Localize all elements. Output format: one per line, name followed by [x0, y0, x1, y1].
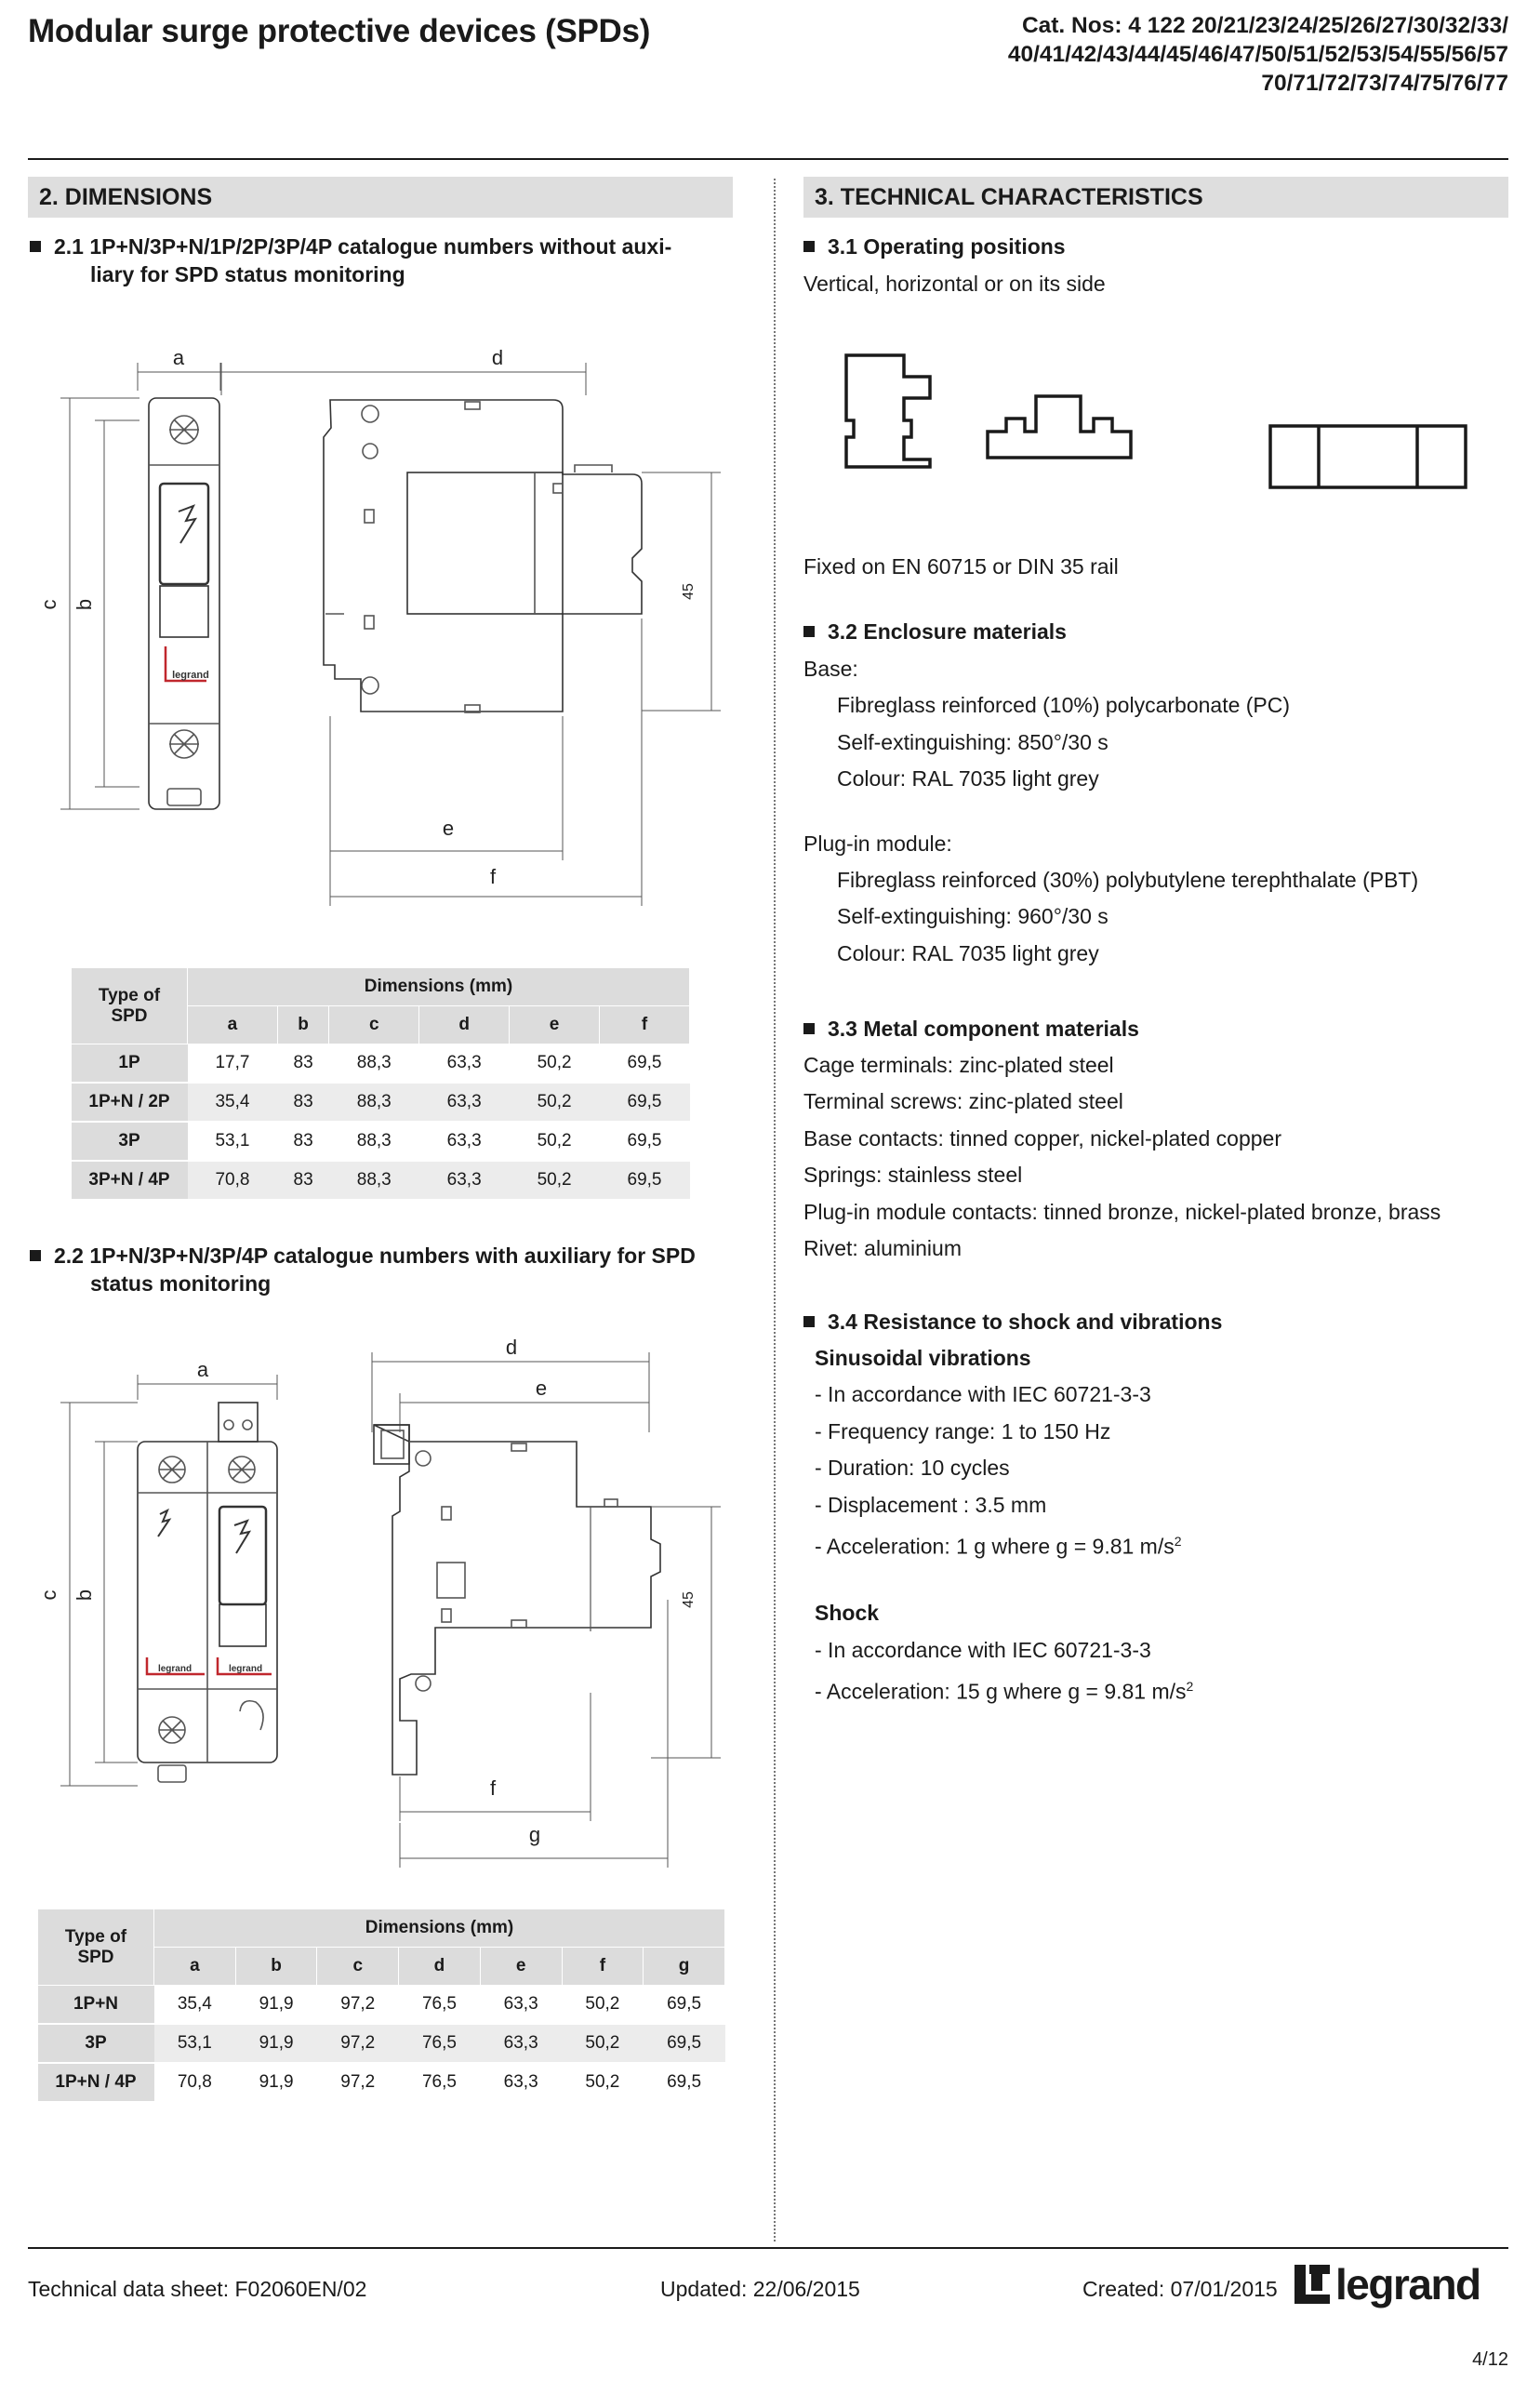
dim2-label-b: b — [73, 1589, 96, 1602]
cell-e: 63,3 — [480, 2063, 562, 2102]
cell-f: 69,5 — [600, 1083, 690, 1122]
cell-g: 69,5 — [644, 2024, 725, 2063]
cell-b: 83 — [277, 1161, 328, 1200]
legrand-logo-text: legrand — [1335, 2260, 1480, 2308]
footer-created: Created: 07/01/2015 — [1082, 2277, 1278, 2301]
cell-c: 88,3 — [329, 1044, 419, 1084]
dim-label-c: c — [37, 599, 60, 610]
cell-a: 53,1 — [154, 2024, 236, 2063]
table2-col-g: g — [644, 1948, 725, 1986]
list-item: - In accordance with IEC 60721-3-3 — [815, 1382, 1151, 1407]
bullet-square — [803, 1316, 815, 1327]
page-title: Modular surge protective devices (SPDs) — [28, 13, 651, 49]
subsection-2-2 — [30, 1242, 696, 1297]
table-row — [38, 2024, 725, 2063]
row-type: 1P+N / 4P — [38, 2063, 154, 2102]
base-item-3: Colour: RAL 7035 light grey — [837, 766, 1099, 791]
list-item: - Displacement : 3.5 mm — [815, 1492, 1047, 1517]
cell-d: 76,5 — [399, 2024, 481, 2063]
bullet-square — [30, 1250, 41, 1261]
table-row — [72, 1044, 690, 1084]
table1-col-b: b — [277, 1006, 328, 1044]
sub2-line-2: status monitoring — [90, 1271, 272, 1296]
cell-d: 63,3 — [419, 1122, 510, 1161]
table1-col-a: a — [188, 1006, 278, 1044]
table1-col-e: e — [510, 1006, 600, 1044]
cell-b: 91,9 — [235, 2024, 317, 2063]
section-technical-characteristics: 3. TECHNICAL CHARACTERISTICS — [803, 177, 1508, 218]
shock-item: - In accordance with IEC 60721-3-3 — [815, 1637, 1151, 1662]
dim2-label-c: c — [37, 1590, 60, 1601]
cat-line-2: 40/41/42/43/44/45/46/47/50/51/52/53/54/55/56/57 — [1007, 42, 1508, 67]
plug-item-1: Fibreglass reinforced (30%) polybutylene terephthalate (PBT) — [837, 868, 1419, 893]
footer-rule — [28, 2247, 1508, 2249]
table2-col-e: e — [480, 1948, 562, 1986]
list-item: Rivet: aluminium — [803, 1236, 962, 1261]
subsection-3-2: 3.2 Enclosure materials — [803, 618, 1067, 645]
cell-d: 63,3 — [419, 1161, 510, 1200]
sub1-line-2: liary for SPD status monitoring — [90, 262, 405, 286]
front2-brand-mark-2: legrand — [228, 1664, 263, 1674]
cell-g: 69,5 — [644, 1986, 725, 2025]
sinusoidal-acceleration: - Acceleration: 1 g where g = 9.81 $m/s^2$ — [815, 1534, 1182, 1559]
table-row — [72, 1161, 690, 1200]
dim-label-f: f — [489, 865, 497, 888]
position-horizontal-shape — [988, 396, 1131, 458]
cell-b: 83 — [277, 1122, 328, 1161]
cell-a: 35,4 — [154, 1986, 236, 2025]
bullet-square — [803, 241, 815, 252]
cell-c: 88,3 — [329, 1122, 419, 1161]
cell-g: 69,5 — [644, 2063, 725, 2102]
dim2-label-45: 45 — [681, 1591, 697, 1608]
dim-label-a: a — [172, 346, 185, 369]
table2-col-b: b — [235, 1948, 317, 1986]
cell-c: 97,2 — [317, 2063, 399, 2102]
row-type: 1P+N — [38, 1986, 154, 2025]
dims-header-2: Dimensions (mm) — [154, 1909, 725, 1948]
dimensions-table-1 — [71, 967, 690, 1201]
cat-line-3: 70/71/72/73/74/75/76/77 — [1261, 71, 1508, 96]
cell-f: 69,5 — [600, 1044, 690, 1084]
cell-f: 50,2 — [562, 1986, 644, 2025]
cat-line-1: Cat. Nos: 4 122 20/21/23/24/25/26/27/30/32/33/ — [1021, 13, 1508, 38]
operating-positions-figure — [800, 344, 1469, 512]
table2-col-f: f — [562, 1948, 644, 1986]
cell-e: 50,2 — [510, 1044, 600, 1084]
rail-text: Fixed on EN 60715 or DIN 35 rail — [803, 554, 1119, 579]
footer-updated: Updated: 22/06/2015 — [660, 2277, 860, 2301]
list-item: Base contacts: tinned copper, nickel-plated copper — [803, 1125, 1281, 1151]
cell-b: 91,9 — [235, 1986, 317, 2025]
metal-materials-list — [803, 1047, 1440, 1267]
cell-e: 63,3 — [480, 1986, 562, 2025]
cell-a: 17,7 — [188, 1044, 278, 1084]
table2-col-a: a — [154, 1948, 236, 1986]
sub2-line-1: 2.2 1P+N/3P+N/3P/4P catalogue numbers with auxiliary for SPD — [54, 1244, 696, 1268]
table-row — [38, 1986, 725, 2025]
bullet-square — [30, 241, 41, 252]
plug-item-3: Colour: RAL 7035 light grey — [837, 940, 1099, 965]
dim2-label-g: g — [528, 1823, 541, 1846]
table-row — [72, 1083, 690, 1122]
column-separator — [774, 179, 776, 2241]
cell-e: 50,2 — [510, 1083, 600, 1122]
cell-a: 53,1 — [188, 1122, 278, 1161]
sinusoidal-list — [815, 1377, 1193, 1523]
bullet-square — [803, 626, 815, 637]
sinusoidal-heading: Sinusoidal vibrations — [815, 1346, 1031, 1370]
table-row — [38, 2063, 725, 2102]
plug-in-label: Plug-in module: — [803, 831, 952, 856]
cell-c: 97,2 — [317, 1986, 399, 2025]
subsection-3-1: 3.1 Operating positions — [803, 233, 1066, 260]
dimensions-table-2 — [37, 1909, 725, 2103]
list-item: Cage terminals: zinc-plated steel — [803, 1053, 1114, 1077]
catalogue-numbers — [839, 11, 1508, 98]
dim-label-b: b — [73, 598, 96, 611]
row-type: 3P+N / 4P — [72, 1161, 188, 1200]
cell-b: 83 — [277, 1044, 328, 1084]
base-item-2: Self-extinguishing: 850°/30 s — [837, 729, 1109, 754]
cell-b: 91,9 — [235, 2063, 317, 2102]
cell-c: 88,3 — [329, 1161, 419, 1200]
table1-col-d: d — [419, 1006, 510, 1044]
cell-a: 35,4 — [188, 1083, 278, 1122]
cell-c: 88,3 — [329, 1083, 419, 1122]
list-item: - Duration: 10 cycles — [815, 1456, 1010, 1481]
cell-e: 50,2 — [510, 1161, 600, 1200]
dim2-label-f: f — [489, 1776, 497, 1800]
shock-acceleration: - Acceleration: 15 g where g = 9.81 $m/s^2$ — [815, 1678, 1194, 1704]
cell-f: 50,2 — [562, 2063, 644, 2102]
front-brand-mark: legrand — [172, 670, 209, 681]
subsection-3-3: 3.3 Metal component materials — [803, 1015, 1139, 1043]
header-rule — [28, 158, 1508, 160]
operating-positions-text: Vertical, horizontal or on its side — [803, 272, 1106, 296]
cell-a: 70,8 — [188, 1161, 278, 1200]
row-type: 1P — [72, 1044, 188, 1084]
dimension-drawing-1 — [28, 335, 735, 911]
cell-e: 63,3 — [480, 2024, 562, 2063]
position-vertical-shape — [846, 344, 930, 467]
cell-f: 69,5 — [600, 1161, 690, 1200]
dim-label-45: 45 — [681, 583, 697, 600]
table1-col-c: c — [329, 1006, 419, 1044]
cell-f: 69,5 — [600, 1122, 690, 1161]
cell-d: 63,3 — [419, 1083, 510, 1122]
table1-col-f: f — [600, 1006, 690, 1044]
dim-label-d: d — [491, 346, 504, 369]
cell-f: 50,2 — [562, 2024, 644, 2063]
table-row — [72, 1122, 690, 1161]
dim2-label-d: d — [505, 1336, 518, 1359]
type-header-2: Type of SPD — [38, 1909, 154, 1986]
cell-d: 76,5 — [399, 2063, 481, 2102]
subsection-3-4: 3.4 Resistance to shock and vibrations — [803, 1308, 1222, 1336]
list-item: Plug-in module contacts: tinned bronze, nickel-plated bronze, brass — [803, 1199, 1441, 1224]
legrand-logo — [1293, 2260, 1480, 2308]
table2-col-d: d — [399, 1948, 481, 1986]
sub1-line-1: 2.1 1P+N/3P+N/1P/2P/3P/4P catalogue numbers without auxi- — [54, 234, 672, 259]
page-number: 4/12 — [1472, 2349, 1508, 2370]
dim2-label-a: a — [196, 1358, 209, 1381]
front2-brand-mark-1: legrand — [157, 1664, 192, 1674]
table2-col-c: c — [317, 1948, 399, 1986]
dim2-label-e: e — [535, 1377, 548, 1400]
cell-d: 63,3 — [419, 1044, 510, 1084]
list-item: Terminal screws: zinc-plated steel — [803, 1089, 1123, 1114]
cell-a: 70,8 — [154, 2063, 236, 2102]
shock-heading: Shock — [815, 1601, 880, 1626]
cell-d: 76,5 — [399, 1986, 481, 2025]
row-type: 3P — [72, 1122, 188, 1161]
cell-e: 50,2 — [510, 1122, 600, 1161]
subsection-2-1 — [30, 233, 671, 288]
base-item-1: Fibreglass reinforced (10%) polycarbonate (PC) — [837, 693, 1291, 718]
row-type: 3P — [38, 2024, 154, 2063]
cell-b: 83 — [277, 1083, 328, 1122]
list-item: Springs: stainless steel — [803, 1163, 1023, 1188]
cell-c: 97,2 — [317, 2024, 399, 2063]
vibration-section — [815, 1340, 1193, 1710]
legrand-logo-icon — [1293, 2263, 1332, 2306]
dims-header: Dimensions (mm) — [188, 968, 690, 1006]
bullet-square — [803, 1023, 815, 1034]
type-header: Type of SPD — [72, 968, 188, 1044]
plug-item-2: Self-extinguishing: 960°/30 s — [837, 904, 1109, 929]
list-item: - Frequency range: 1 to 150 Hz — [815, 1418, 1111, 1443]
dim-label-e: e — [442, 817, 455, 840]
footer-sheet: Technical data sheet: F02060EN/02 — [28, 2277, 367, 2301]
dimension-drawing-2 — [28, 1321, 735, 1879]
row-type: 1P+N / 2P — [72, 1083, 188, 1122]
base-label: Base: — [803, 657, 858, 681]
enclosure-materials — [803, 651, 1418, 972]
section-dimensions: 2. DIMENSIONS — [28, 177, 733, 218]
position-side-shape — [1270, 426, 1466, 487]
